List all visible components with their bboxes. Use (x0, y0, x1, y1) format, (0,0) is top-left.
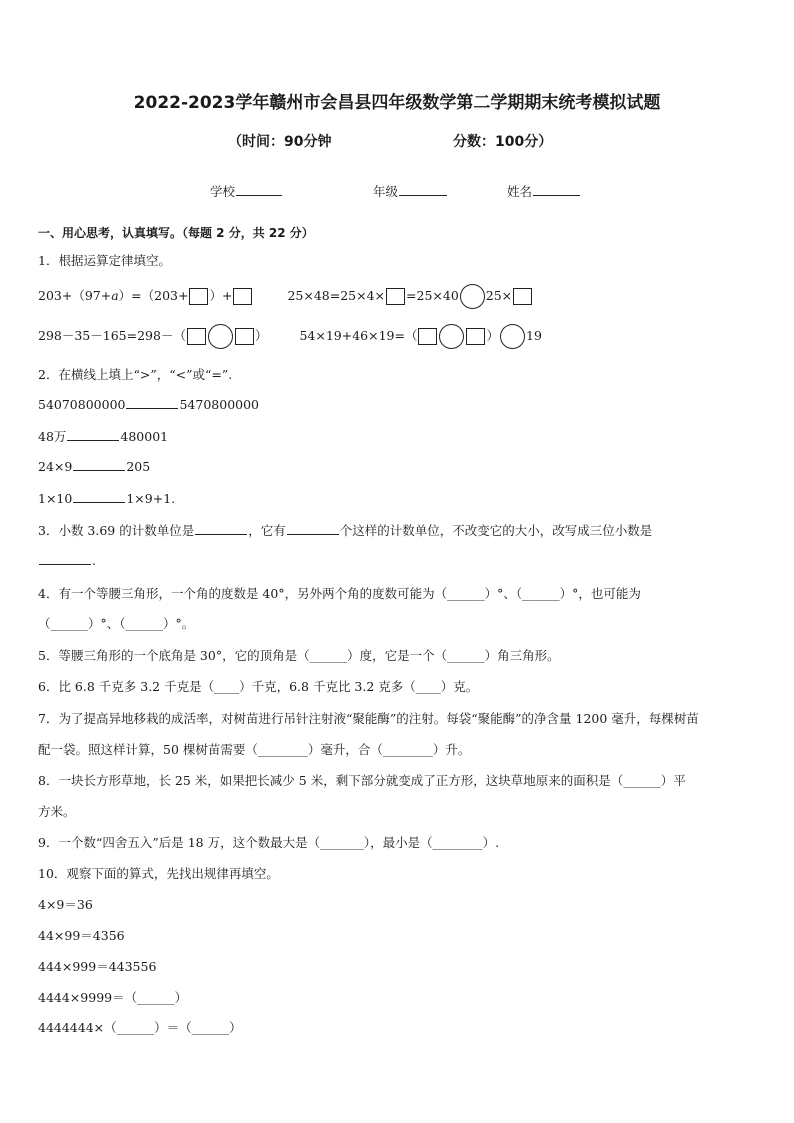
question-3-line-2: . (38, 552, 96, 568)
question-1-row-1: 203+（97+a）=（203+ ）+ 25×48=25×4× =25×40 25× (38, 284, 533, 309)
question-3-line-1: 3．小数 3.69 的计数单位是 ，它有 个这样的计数单位，不改变它的大小，改写成三位小数是 (38, 523, 653, 538)
grade-label: 年级 (373, 184, 399, 199)
name-label: 姓名 (507, 184, 533, 199)
equation-2: 44×99＝4356 (38, 928, 125, 943)
answer-box[interactable] (418, 328, 437, 345)
answer-box[interactable] (233, 288, 252, 305)
equation-3: 444×999＝443556 (38, 959, 157, 974)
answer-blank[interactable] (73, 490, 125, 503)
grade-blank[interactable] (399, 183, 447, 196)
question-9-text: 9．一个数“四舍五入”后是 18 万，这个数最大是（_______），最小是（________）. (38, 835, 500, 850)
answer-box[interactable] (189, 288, 208, 305)
equation-4: 4444×9999＝（______） (38, 990, 188, 1005)
question-2-line-1: 54070800000 5470800000 (38, 397, 260, 412)
question-2-line-4: 1×10 1×9+1. (38, 491, 176, 506)
answer-blank[interactable] (73, 458, 125, 471)
answer-circle[interactable] (208, 324, 233, 349)
answer-circle[interactable] (439, 324, 464, 349)
question-6-text: 6．比 6.8 千克多 3.2 千克是（____）千克，6.8 千克比 3.2 克多（____）克。 (38, 679, 479, 694)
answer-box[interactable] (187, 328, 206, 345)
answer-circle[interactable] (500, 324, 525, 349)
question-2-line-3: 24×9 205 (38, 459, 151, 474)
name-field (507, 182, 581, 200)
question-7-line-1: 7．为了提高异地移栽的成活率，对树苗进行吊针注射液“聚能酶”的注射。每袋“聚能酶”的净含量 1200 毫升，每棵树苗 (38, 711, 699, 726)
question-8-line-1: 8．一块长方形草地，长 25 米，如果把长减少 5 米，剩下部分就变成了正方形，这块草地原来的面积是（______）平 (38, 773, 686, 788)
question-8-line-2: 方米。 (38, 804, 76, 819)
name-blank[interactable] (533, 183, 580, 196)
question-2-text: 2．在横线上填上“>”，“<”或“=”. (38, 367, 233, 382)
time-label: （时间：90分钟 (228, 134, 332, 150)
answer-blank[interactable] (126, 396, 178, 409)
question-4-line-2: （______）°、（______）°。 (38, 616, 195, 631)
question-1-text: 1．根据运算定律填空。 (38, 253, 171, 268)
school-field (210, 182, 283, 200)
equation-5: 4444444×（______）＝（______） (38, 1020, 242, 1035)
grade-field (373, 182, 448, 200)
answer-circle[interactable] (460, 284, 485, 309)
equation-1: 4×9＝36 (38, 897, 93, 912)
page-title: 2022-2023学年赣州市会昌县四年级数学第二学期期末统考模拟试题 (133, 93, 661, 113)
section-heading: 一、用心思考，认真填写。（每题 2 分，共 22 分） (38, 226, 314, 240)
question-10-text: 10．观察下面的算式，先找出规律再填空。 (38, 866, 279, 881)
answer-box[interactable] (513, 288, 532, 305)
question-4-line-1: 4．有一个等腰三角形，一个角的度数是 40°，另外两个角的度数可能为（______）°、（______）°，也可能为 (38, 586, 641, 601)
answer-box[interactable] (235, 328, 254, 345)
answer-blank[interactable] (287, 522, 339, 535)
answer-blank[interactable] (67, 428, 119, 441)
question-1-row-2: 298－35－165=298－（ ） 54×19+46×19=（ ） 19 (38, 324, 542, 349)
question-2-line-2: 48万 480001 (38, 429, 169, 444)
question-7-line-2: 配一袋。照这样计算，50 棵树苗需要（________）毫升，合（________）升。 (38, 742, 471, 757)
answer-box[interactable] (466, 328, 485, 345)
score-label: 分数：100分） (453, 134, 553, 150)
school-blank[interactable] (236, 183, 282, 196)
question-5-text: 5．等腰三角形的一个底角是 30°，它的顶角是（______）度，它是一个（______）角三角形。 (38, 648, 560, 663)
answer-blank[interactable] (39, 552, 91, 565)
answer-box[interactable] (386, 288, 405, 305)
school-label: 学校 (210, 184, 236, 199)
answer-blank[interactable] (195, 522, 247, 535)
